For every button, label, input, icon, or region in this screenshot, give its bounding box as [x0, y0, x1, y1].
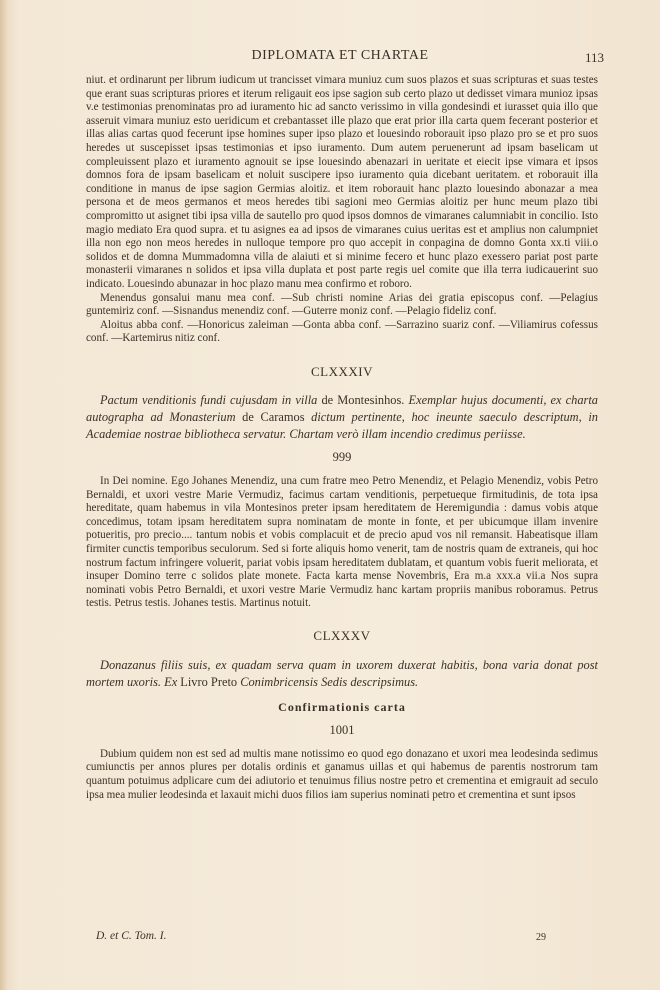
- document-year: 999: [332, 450, 352, 465]
- page-number: 113: [584, 50, 604, 65]
- document-text: In Dei nomine. Ego Johanes Menendiz, una cum fratre meo Petro Menendiz, et Pelagio Menendiz, vobis Petro Bernaldi, et uxori vestre Marie Vermudiz, facimus cartam venditionis, perpetueque firmitudinis, de tota ipsa hereditate, quam habemus in vila Montesinos preter ipsam hereditatem de Heremigundia : damus vobis atque concedimus, totam ipsam hereditatem supra nominatam de monte in fonte, et per ubicumque illam invenire potueritis, pro precio.... tantum nobis et vobis complacuit et de precio apud vos nil remansit. Habeatisque illam firmiter cunctis temporibus seculorum. Sed si forte aliquis homo venerit, tam de nostris quam de extraneis, qui hoc nostrum factum infringere voluerit, pariat vobis ipsam hereditatem dublatam, et quantum vobis fuerit meliorata, et insuper Domino terre c solidos plate monete. Facta karta mense Novembris, Era m.a xxx.a vii.a Nos supra nominati vobis Petro Bernaldi, et uxori vestre Marie Vermudiz hanc kartam propriis manibus roboramus. Petrus testis. Petrus testis. Johanes testis. Martinus notuit.: [86, 475, 598, 610]
- rubric-source-name: Livro Preto: [177, 674, 241, 689]
- document-year: 1001: [329, 723, 355, 738]
- rubric-part: dictum pertinente, hoc ineunte saeculo descriptum, in Academiae nostrae bibliotheca servatur. Chartam verò illam incendio credimus periisse.: [86, 410, 598, 442]
- page-header: [80, 48, 604, 68]
- page-footer: [96, 930, 546, 946]
- rubric-part: Exemplar hujus documenti, ex charta autographa ad Monasterium: [86, 393, 598, 425]
- sheet-number: 29: [536, 932, 546, 943]
- printer-signature: D. et C. Tom. I.: [96, 930, 167, 942]
- previous-document-text: niut. et ordinarunt per librum iudicum ut trancisset vimara muniuz cum suos plazos et suas scripturas et suas testes que erant suas scripturas priores et iterum religauit eos ipse sagion sub certo plazo ut dedisset vimara munioz ipsas v.e testimonias prenominatas pro ad iuramento hic ad sancto verissimo in villa gondesindi et iurasset quia illo que asseruit vimara muniuz esto ueridicum et crebantasset ille plazo que erat prior illa carta quem fecerant posterior et illas alias cartas quod fecerunt ipse homines super ipso plazo et louesindo roborauit ipso plazo pro se et pro suos heredes ut suscepisset ipsas testimonias et ipso iuramento. Dum autem peruenerunt ad ipsam baselicam ut compleuissent plazo et iuramento agnouit se ipse louesindo abenazari in ueritate et eiecit ipse vimara et ipsos domnos fora de ipsam baselicam et noluit suscipere ipso iuramento quia dicebant ueritatem. et roborauit illa conditione in manus de ipse sagion Germias aloitiz. et item roborauit hanc plazto louesindo abonazar a mea persona et de meos germanos et meos heredes tibi sagioni meo Germias aloitiz per hunc meum plazo tibi compromitto ut asignet tibi ipsa villa de sautello pro quod ipsos domnos de vimaranes calumniabit in concilio. Isto magio mediato Era quod supra. et tu asignes ea ad ipsos de vimaranes cuius ueritas est et amplius non calumpniet illa non ego non meos heredes in nulloque tempore pro quo accepit in conpagina de domno Gonta xx.ti viii.o solidos et de domna Mummadomna villa de alaiuti et si minime fecero et hunc plazo exessero pariat post parte monasterii vimaranes n solidos et ipsa villa duplata et post parte regis uel comite que illa terra iudicauerint suo indicato. Louesindo abunazar in hoc plazo manu mea confirmo et roboro.: [86, 74, 598, 290]
- document-rubric: [86, 657, 598, 691]
- document-number: CLXXXIV: [311, 363, 373, 379]
- rubric-place-name: de Caramos: [235, 410, 312, 425]
- document-number: CLXXXV: [313, 628, 371, 643]
- document-clxxxiv: [86, 365, 598, 611]
- page-spine-shadow: [0, 0, 8, 990]
- document-clxxxv: [86, 629, 598, 802]
- running-title: DIPLOMATA ET CHARTAE: [251, 48, 429, 63]
- charter-heading: Confirmationis carta: [278, 699, 406, 714]
- document-text: Dubium quidem non est sed ad multis mane notissimo eo quod ego donazano et uxori mea leodesinda sedimus cumiunctis per annos plures per dotalis ordinis et ganamus uillas et qui habemus de parentis nostrorum tam quantum potuimus adplicare cum dei adiutorio et tenuimus filius nostre petro et crementina et emigrauit ad seculo ipsa mea mulier leodesinda et laxauit michi duos filios iam superius nominati petro et crementina et sunt ipsos: [86, 747, 598, 801]
- witness-list: Menendus gonsalui manu mea conf. —Sub christi nomine Arias dei gratia episcopus conf. —Pelagius guntemiriz conf. —Sisnandus menendiz conf. —Guterre moniz conf. —Pelagio fideliz conf.: [86, 291, 598, 318]
- page-content: [86, 74, 598, 802]
- rubric-place-name: de Montesinhos.: [317, 393, 409, 408]
- previous-document-continuation: [86, 74, 598, 346]
- rubric-part: Conimbricensis Sedis descripsimus.: [240, 674, 419, 689]
- document-rubric: [86, 392, 598, 443]
- rubric-part: Donazanus filiis suis, ex quadam serva quam in uxorem duxerat habitis, bona varia donat post mortem uxoris. Ex: [86, 657, 598, 689]
- rubric-part: Pactum venditionis fundi cujusdam in villa: [100, 393, 318, 408]
- witness-list: Aloitus abba conf. —Honoricus zaleiman —Gonta abba conf. —Sarrazino suariz conf. —Viliamirus cofessus conf. —Kartemirus nitiz conf.: [86, 318, 598, 345]
